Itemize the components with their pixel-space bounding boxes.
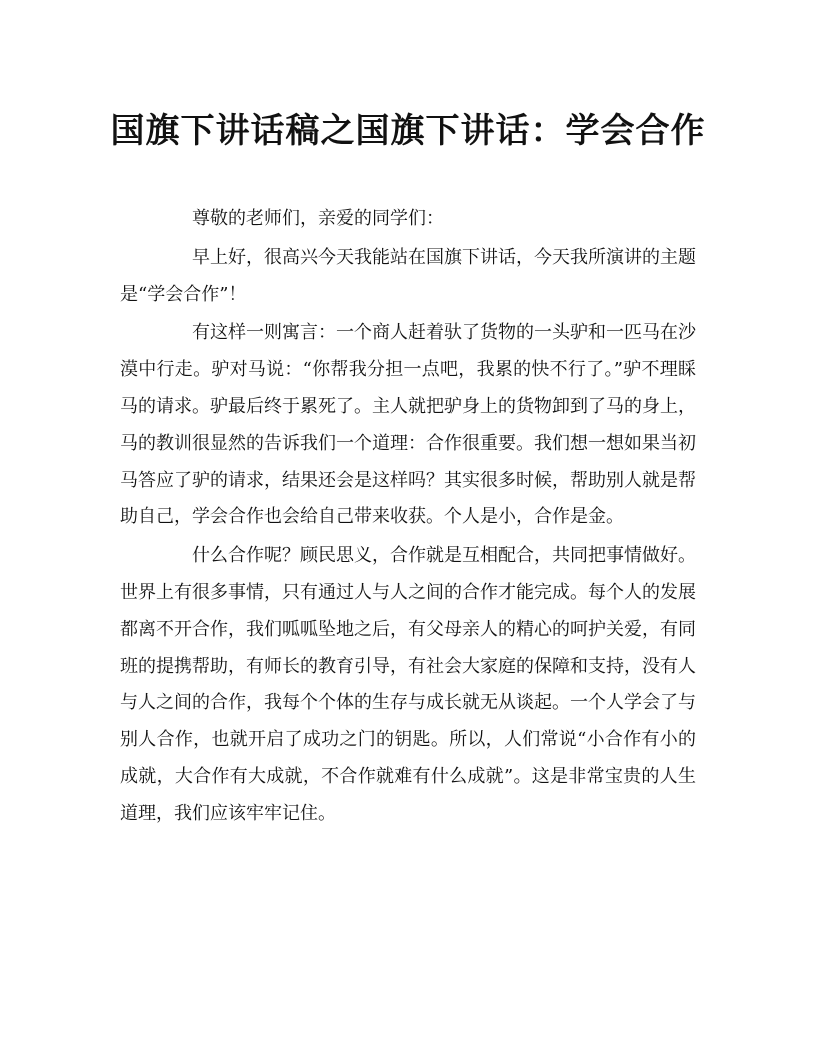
paragraph-greeting: 尊敬的老师们，亲爱的同学们：: [192, 208, 444, 229]
paragraph-opening: 早上好，很高兴今天我能站在国旗下讲话，今天我所演讲的主题是“学会合作”！: [120, 246, 696, 305]
document-body: [120, 201, 696, 835]
paragraph-cooperation: 什么合作呢？顾民思义，合作就是互相配合，共同把事情做好。世界上有很多事情，只有通过人与人之间的合作才能完成。每个人的发展都离不开合作，我们呱呱坠地之后，有父母亲人的精心的呵护关爱，有同班的提携帮助，有师长的教育引导，有社会大家庭的保障和支持，没有人与人之间的合作，我每个个体的生存与成长就无从谈起。一个人学会了与别人合作，也就开启了成功之门的钥匙。所以，人们常说“小合作有小的成就，大合作有大成就，不合作就难有什么成就”。这是非常宝贵的人生道理，我们应该牢牢记住。: [120, 545, 696, 824]
paragraph-fable: 有这样一则寓言：一个商人赶着驮了货物的一头驴和一匹马在沙漠中行走。驴对马说：“你帮我分担一点吧，我累的快不行了。”驴不理睬马的请求。驴最后终于累死了。主人就把驴身上的货物卸到了马的身上，马的教训很显然的告诉我们一个道理：合作很重要。我们想一想如果当初马答应了驴的请求，结果还会是这样吗？其实很多时候，帮助别人就是帮助自己，学会合作也会给自己带来收获。个人是小，合作是金。: [120, 322, 696, 528]
document-title: 国旗下讲话稿之国旗下讲话：学会合作: [110, 111, 706, 151]
